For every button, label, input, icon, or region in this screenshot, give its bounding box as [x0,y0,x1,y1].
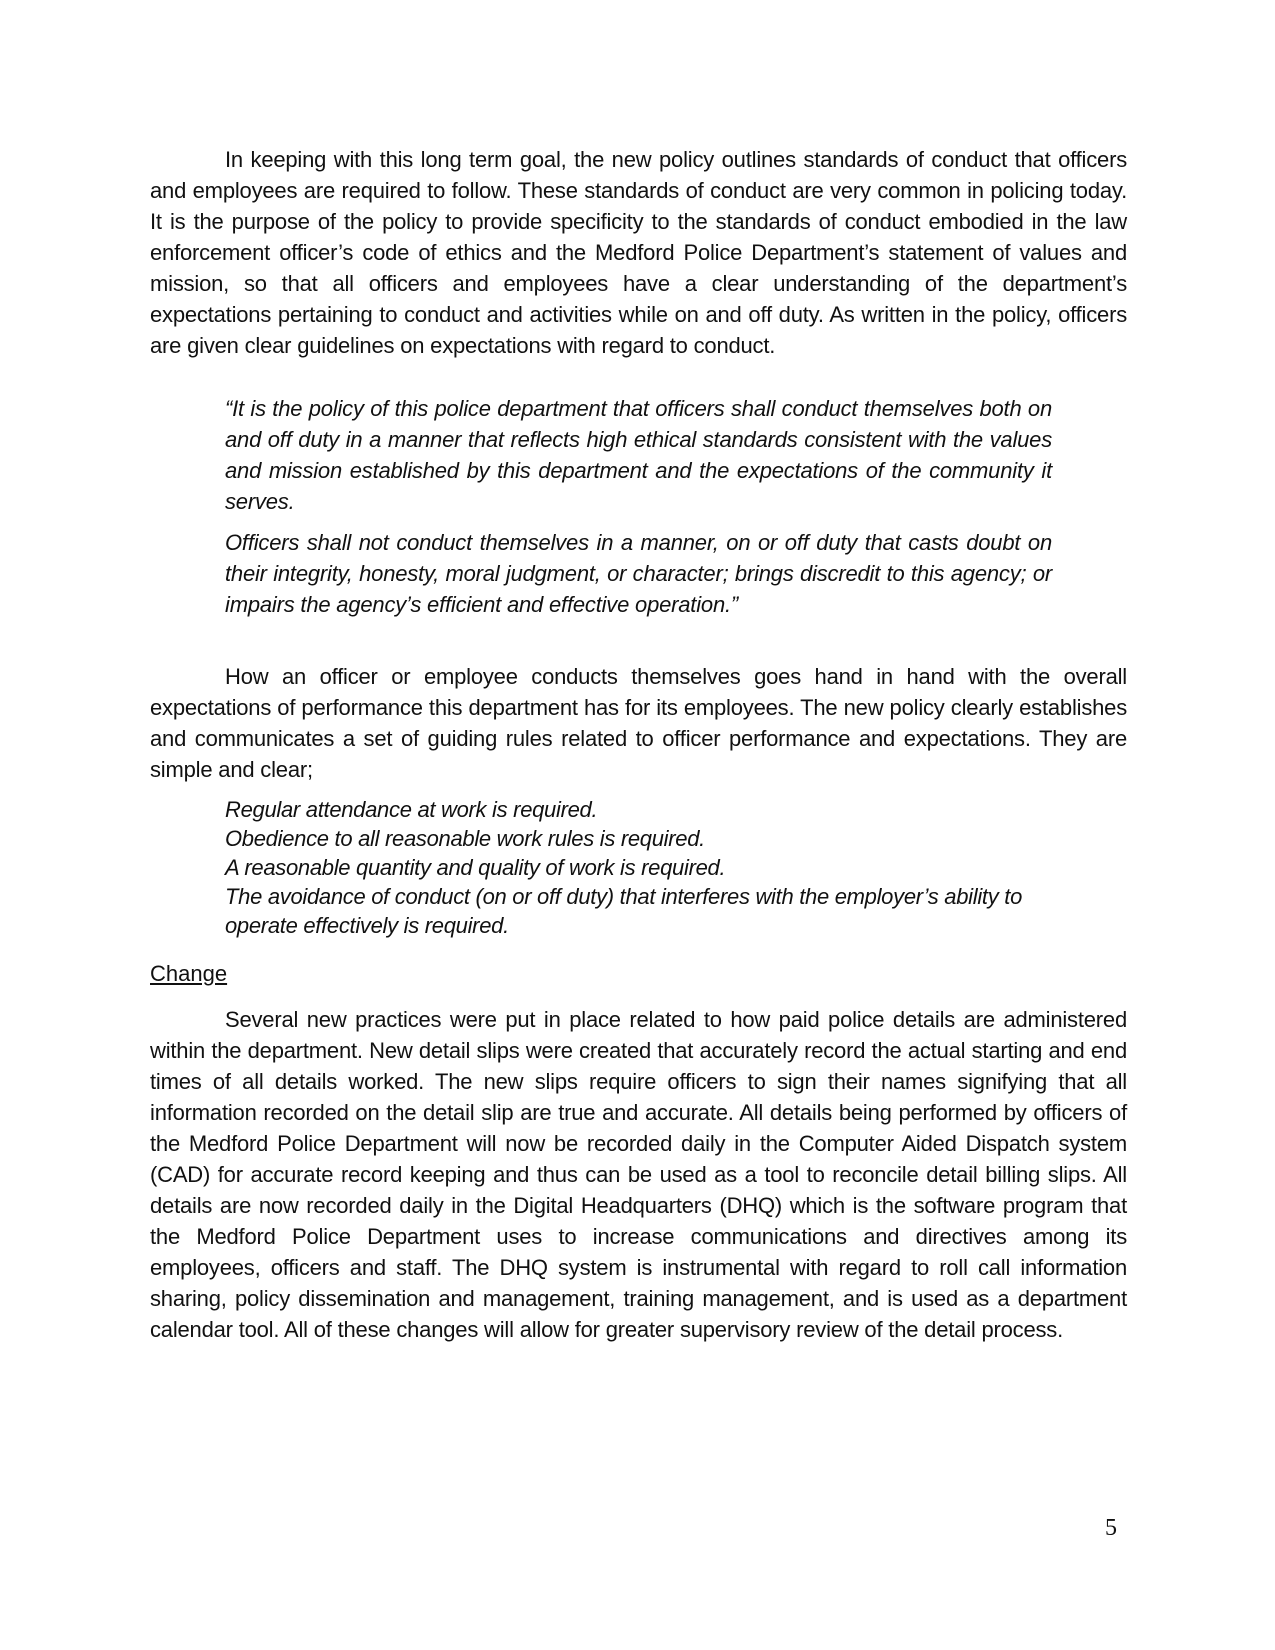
rule-item: Regular attendance at work is required. [225,797,598,822]
policy-quote-part-2: Officers shall not conduct themselves in a manner, on or off duty that casts doubt on their integrity, honesty, moral judgment, or character; brings discredit to this agency; or impairs the agency’s efficient and effective operation.” [225,530,1052,617]
guiding-rules-list [225,795,1052,940]
section-heading-change: Change [150,961,228,986]
paragraph-performance-expectations: How an officer or employee conducts themselves goes hand in hand with the overall expectations of performance this department has for its employees. The new policy clearly establishes and communicates a set of guiding rules related to officer performance and expectations. They are simple and clear; [150,664,1127,782]
rule-item: Obedience to all reasonable work rules is required. [225,826,705,851]
policy-quote-part-1: “It is the policy of this police department that officers shall conduct themselves both on and off duty in a manner that reflects high ethical standards consistent with the values and mission established by this department and the expectations of the community it serves. [225,396,1052,514]
paragraph-change-practices: Several new practices were put in place related to how paid police details are administered within the department. New detail slips were created that accurately record the actual starting and end times of all details worked. The new slips require officers to sign their names signifying that all information recorded on the detail slip are true and accurate. All details being performed by officers of the Medford Police Department will now be recorded daily in the Computer Aided Dispatch system (CAD) for accurate record keeping and thus can be used as a tool to reconcile detail billing slips. All details are now recorded daily in the Digital Headquarters (DHQ) which is the software program that the Medford Police Department uses to increase communications and directives among its employees, officers and staff. The DHQ system is instrumental with regard to roll call information sharing, policy dissemination and management, training management, and is used as a department calendar tool. All of these changes will allow for greater supervisory review of the detail process. [150,1007,1127,1342]
rule-item: A reasonable quantity and quality of work is required. [225,855,726,880]
page-number: 5 [1105,1515,1117,1541]
paragraph-standards-of-conduct: In keeping with this long term goal, the new policy outlines standards of conduct that officers and employees are required to follow. These standards of conduct are very common in policing today. It is the purpose of the policy to provide specificity to the standards of conduct embodied in the law enforcement officer’s code of ethics and the Medford Police Department’s statement of values and mission, so that all officers and employees have a clear understanding of the department’s expectations pertaining to conduct and activities while on and off duty. As written in the policy, officers are given clear guidelines on expectations with regard to conduct. [150,147,1127,358]
rule-item: The avoidance of conduct (on or off duty) that interferes with the employer’s ability to operate effectively is required. [225,884,1023,938]
